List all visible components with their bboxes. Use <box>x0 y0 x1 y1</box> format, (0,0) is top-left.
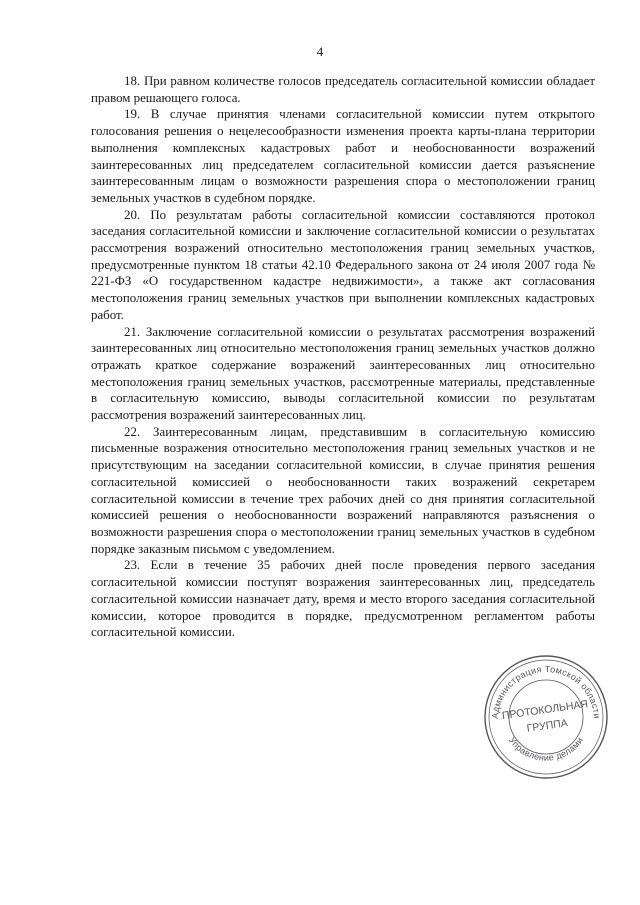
official-stamp <box>481 652 611 782</box>
stamp-seal-graphic <box>481 652 611 782</box>
stamp-ring-top-text: Администрация Томской области <box>489 663 603 720</box>
svg-text:Управление делами <box>507 735 585 762</box>
stamp-center-line2: ГРУППА <box>526 717 569 735</box>
stamp-center-line1: ПРОТОКОЛЬНАЯ <box>501 698 589 723</box>
paragraph-21: 21. Заключение согласительной комиссии о результатах рассмотрения возражений заинтересованных лиц относительно местоположения границ земельных участков должно отражать краткое содержание возражений заинтересованных лиц относительно местоположения границ земельных участков, рассмотренные материалы, представленные в согласительную комиссию, выводы согласительной комиссии по результатам рассмотрения возражений заинтересованных лиц. <box>91 324 595 423</box>
paragraph-19: 19. В случае принятия членами согласительной комиссии путем открытого голосования решения о нецелесообразности изменения проекта карты-плана территории выполнения комплексных кадастровых работ и необоснованности возражений заинтересованных лиц председателем согласительной комиссии дается разъяснение заинтересованным лицам о возможности разрешения спора о местоположении границ земельных участков в судебном порядке. <box>91 107 595 205</box>
stamp-ring-bottom-text: Управление делами <box>506 735 586 763</box>
paragraph-23: 23. Если в течение 35 рабочих дней после проведения первого заседания согласительной комиссии поступят возражения заинтересованных лиц, председатель согласительной комиссии назначает дату, время и место второго заседания согласительной комиссии, которое проводится в порядке, предусмотренном регламентом работы согласительной комиссии. <box>91 558 595 640</box>
paragraph-18: 18. При равном количестве голосов председатель согласительной комиссии обладает правом решающего голоса. <box>91 74 595 105</box>
page-number: 4 <box>316 44 324 59</box>
paragraph-20: 20. По результатам работы согласительной комиссии составляются протокол заседания согласительной комиссии и заключение согласительной комиссии о результатах рассмотрения возражений относительно местоположения границ земельных участков, предусмотренные пунктом 18 статьи 42.10 Федерального закона от 24 июля 2007 года № 221-ФЗ «О государственном кадастре недвижимости», а также акт согласования местоположения границ земельных участков при выполнении комплексных кадастровых работ. <box>91 207 595 322</box>
paragraph-22: 22. Заинтересованным лицам, представившим в согласительную комиссию письменные возражения относительно местоположения границ земельных участков и не присутствующим на заседании согласительной комиссии, в случае принятия решения согласительной комиссией о необоснованности таких возражений секретарем согласительной комиссии в течение трех рабочих дней со дня принятия согласительной комиссией решения о необоснованности возражений направляются разъяснения о возможности разрешения спора о местоположении границ земельных участков в судебном порядке заказным письмом с уведомлением. <box>91 424 595 556</box>
document-body <box>91 73 595 641</box>
